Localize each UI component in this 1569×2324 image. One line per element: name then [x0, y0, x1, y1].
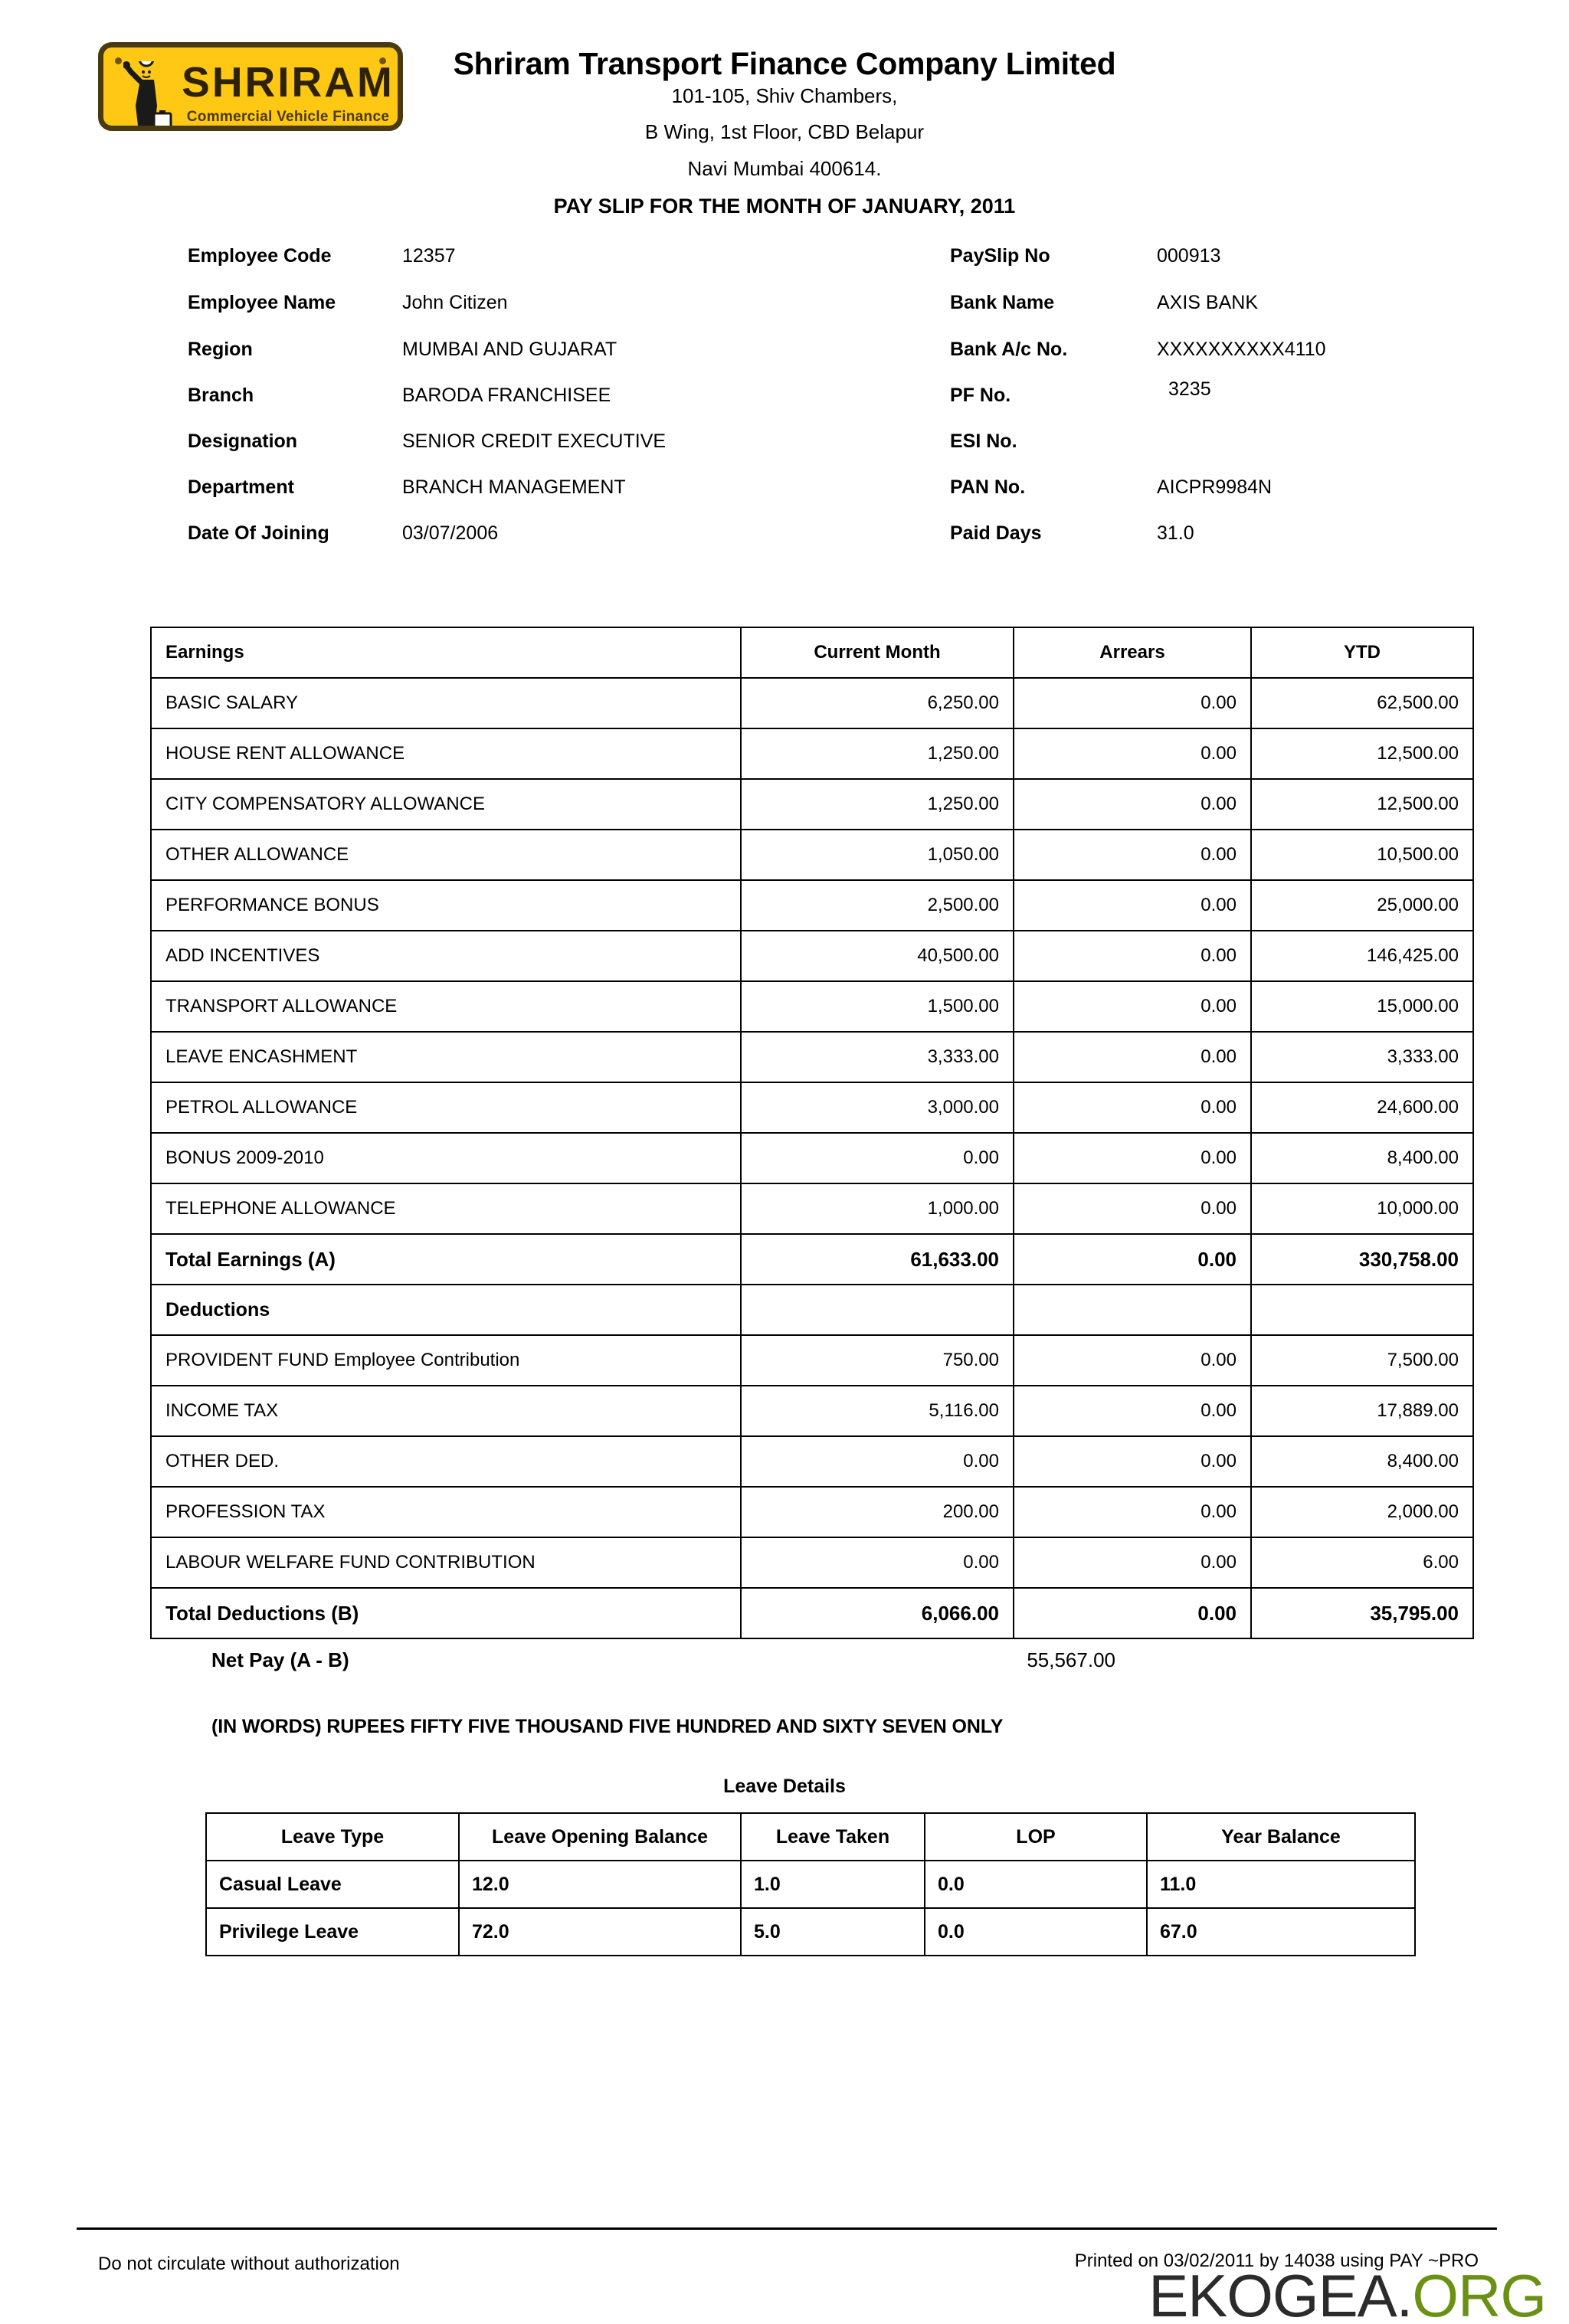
leave-details-table — [205, 1812, 1416, 1956]
deduction-arrears: 0.00 — [1014, 1487, 1251, 1537]
deduction-ytd: 8,400.00 — [1251, 1436, 1473, 1487]
rivet-left-icon — [115, 57, 122, 64]
earning-current: 1,250.00 — [741, 728, 1014, 779]
earnings-deductions-table — [150, 627, 1474, 1639]
earning-desc: BONUS 2009-2010 — [151, 1133, 741, 1183]
deduction-current: 0.00 — [741, 1436, 1014, 1487]
earning-desc: PETROL ALLOWANCE — [151, 1082, 741, 1133]
earning-arrears: 0.00 — [1014, 779, 1251, 830]
earning-desc: OTHER ALLOWANCE — [151, 830, 741, 880]
earning-current: 1,500.00 — [741, 981, 1014, 1032]
total-earnings-arrears: 0.00 — [1014, 1234, 1251, 1285]
column-header-current-month: Current Month — [741, 627, 1014, 678]
branch-value: BARODA FRANCHISEE — [402, 385, 611, 406]
table-row — [151, 880, 1473, 931]
leave-taken: 5.0 — [741, 1908, 925, 1956]
payslip-title: PAY SLIP FOR THE MONTH OF JANUARY, 2011 — [553, 195, 1016, 218]
column-header-lop: LOP — [925, 1813, 1147, 1861]
earning-arrears: 0.00 — [1014, 728, 1251, 779]
employee-name-value: John Citizen — [402, 292, 508, 313]
watermark-tld: ORG — [1412, 2262, 1546, 2324]
total-deductions-ytd: 35,795.00 — [1251, 1588, 1473, 1638]
earning-arrears: 0.00 — [1014, 1183, 1251, 1234]
deduction-current: 200.00 — [741, 1487, 1014, 1537]
earning-ytd: 146,425.00 — [1251, 931, 1473, 981]
table-row — [151, 779, 1473, 830]
bank-account-no-value: XXXXXXXXXX4110 — [1157, 339, 1326, 360]
deduction-arrears: 0.00 — [1014, 1335, 1251, 1386]
total-deductions-row — [151, 1588, 1473, 1638]
earning-ytd: 8,400.00 — [1251, 1133, 1473, 1183]
column-header-ytd: YTD — [1251, 627, 1473, 678]
logo-person-icon — [123, 61, 174, 131]
designation-label: Designation — [188, 430, 298, 452]
paid-days-value: 31.0 — [1157, 522, 1194, 544]
earning-arrears: 0.00 — [1014, 981, 1251, 1032]
watermark-name: EKOGEA. — [1148, 2262, 1413, 2324]
deduction-arrears: 0.00 — [1014, 1436, 1251, 1487]
column-header-year-balance: Year Balance — [1147, 1813, 1415, 1861]
deduction-arrears: 0.00 — [1014, 1386, 1251, 1436]
employee-code-value: 12357 — [402, 245, 456, 267]
leave-lop: 0.0 — [925, 1908, 1147, 1956]
earning-desc: PERFORMANCE BONUS — [151, 880, 741, 931]
leave-opening-balance: 72.0 — [459, 1908, 741, 1956]
deduction-desc: PROFESSION TAX — [151, 1487, 741, 1537]
earning-arrears: 0.00 — [1014, 1082, 1251, 1133]
deduction-ytd: 2,000.00 — [1251, 1487, 1473, 1537]
earning-desc: BASIC SALARY — [151, 678, 741, 728]
payslip-no-value: 000913 — [1157, 245, 1221, 267]
table-row — [151, 678, 1473, 728]
table-row — [151, 931, 1473, 981]
earning-ytd: 10,500.00 — [1251, 830, 1473, 880]
total-earnings-current: 61,633.00 — [741, 1234, 1014, 1285]
net-pay-in-words: (IN WORDS) RUPEES FIFTY FIVE THOUSAND FIVE HUNDRED AND SIXTY SEVEN ONLY — [211, 1716, 1004, 1737]
leave-details-caption: Leave Details — [723, 1776, 846, 1797]
employee-code-label: Employee Code — [188, 245, 332, 267]
company-address-line-2: B Wing, 1st Floor, CBD Belapur — [644, 120, 925, 143]
bank-name-value: AXIS BANK — [1157, 292, 1258, 313]
earning-ytd: 12,500.00 — [1251, 779, 1473, 830]
deduction-ytd: 6.00 — [1251, 1537, 1473, 1588]
table-row — [151, 1133, 1473, 1183]
earning-ytd: 10,000.00 — [1251, 1183, 1473, 1234]
earning-current: 3,333.00 — [741, 1032, 1014, 1082]
employee-name-label: Employee Name — [188, 292, 336, 313]
table-row — [151, 830, 1473, 880]
department-value: BRANCH MANAGEMENT — [402, 476, 626, 498]
company-name: Shriram Transport Finance Company Limited — [453, 46, 1116, 81]
earning-arrears: 0.00 — [1014, 1133, 1251, 1183]
deduction-desc: OTHER DED. — [151, 1436, 741, 1487]
deductions-section-blank-current — [741, 1285, 1014, 1335]
earning-arrears: 0.00 — [1014, 1032, 1251, 1082]
net-pay-value: 55,567.00 — [1027, 1648, 1115, 1671]
deduction-ytd: 7,500.00 — [1251, 1335, 1473, 1386]
company-address-line-1: 101-105, Shiv Chambers, — [671, 84, 898, 107]
deduction-current: 750.00 — [741, 1335, 1014, 1386]
earning-ytd: 15,000.00 — [1251, 981, 1473, 1032]
earning-arrears: 0.00 — [1014, 678, 1251, 728]
paid-days-label: Paid Days — [950, 522, 1042, 544]
total-earnings-row — [151, 1234, 1473, 1285]
total-deductions-label: Total Deductions (B) — [151, 1588, 741, 1638]
branch-label: Branch — [188, 385, 254, 406]
esi-no-label: ESI No. — [950, 430, 1017, 452]
deductions-section-blank-ytd — [1251, 1285, 1473, 1335]
logo-wordmark: SHRIRAM — [182, 58, 395, 106]
leave-type: Casual Leave — [206, 1861, 459, 1908]
table-row — [151, 728, 1473, 779]
department-label: Department — [188, 476, 294, 498]
earning-current: 1,000.00 — [741, 1183, 1014, 1234]
designation-value: SENIOR CREDIT EXECUTIVE — [402, 430, 667, 452]
footer-divider — [77, 2227, 1497, 2230]
table-row — [206, 1908, 1415, 1956]
deduction-ytd: 17,889.00 — [1251, 1386, 1473, 1436]
employee-details-section — [0, 245, 1569, 567]
leave-lop: 0.0 — [925, 1861, 1147, 1908]
table-row — [151, 1082, 1473, 1133]
table-row — [151, 1335, 1473, 1386]
earning-desc: TELEPHONE ALLOWANCE — [151, 1183, 741, 1234]
column-header-leave-taken: Leave Taken — [741, 1813, 925, 1861]
earning-desc: TRANSPORT ALLOWANCE — [151, 981, 741, 1032]
earning-current: 3,000.00 — [741, 1082, 1014, 1133]
table-row — [151, 1032, 1473, 1082]
earning-current: 1,250.00 — [741, 779, 1014, 830]
pf-no-value: 3235 — [1168, 378, 1211, 400]
earning-current: 2,500.00 — [741, 880, 1014, 931]
leave-opening-balance: 12.0 — [459, 1861, 741, 1908]
date-of-joining-value: 03/07/2006 — [402, 522, 499, 544]
table-row — [206, 1861, 1415, 1908]
date-of-joining-label: Date Of Joining — [188, 522, 329, 544]
column-header-earnings: Earnings — [151, 627, 741, 678]
earning-ytd: 25,000.00 — [1251, 880, 1473, 931]
earning-desc: LEAVE ENCASHMENT — [151, 1032, 741, 1082]
table-row — [151, 1436, 1473, 1487]
leave-type: Privilege Leave — [206, 1908, 459, 1956]
deduction-desc: PROVIDENT FUND Employee Contribution — [151, 1335, 741, 1386]
footer-print-info: Printed on 03/02/2011 by 14038 using PAY ~PRO — [1074, 2250, 1479, 2271]
earning-desc: ADD INCENTIVES — [151, 931, 741, 981]
deduction-current: 0.00 — [741, 1537, 1014, 1588]
earning-arrears: 0.00 — [1014, 880, 1251, 931]
region-label: Region — [188, 339, 253, 360]
net-pay-label: Net Pay (A - B) — [211, 1648, 349, 1671]
earning-ytd: 12,500.00 — [1251, 728, 1473, 779]
earning-ytd: 24,600.00 — [1251, 1082, 1473, 1133]
table-row — [151, 1537, 1473, 1588]
ekogea-watermark — [1148, 2261, 1546, 2324]
company-address-line-3: Navi Mumbai 400614. — [687, 157, 882, 180]
earning-arrears: 0.00 — [1014, 830, 1251, 880]
leave-year-balance: 67.0 — [1147, 1908, 1415, 1956]
earning-current: 1,050.00 — [741, 830, 1014, 880]
deduction-arrears: 0.00 — [1014, 1537, 1251, 1588]
table-row — [151, 1386, 1473, 1436]
leave-taken: 1.0 — [741, 1861, 925, 1908]
table-row — [151, 981, 1473, 1032]
column-header-leave-type: Leave Type — [206, 1813, 459, 1861]
footer-disclaimer: Do not circulate without authorization — [98, 2254, 400, 2274]
table-row — [151, 1487, 1473, 1537]
deduction-desc: LABOUR WELFARE FUND CONTRIBUTION — [151, 1537, 741, 1588]
table-header-row — [151, 627, 1473, 678]
total-deductions-arrears: 0.00 — [1014, 1588, 1251, 1638]
pan-no-label: PAN No. — [950, 476, 1026, 498]
deductions-section-header-row — [151, 1285, 1473, 1335]
pf-no-label: PF No. — [950, 385, 1011, 406]
earning-current: 0.00 — [741, 1133, 1014, 1183]
leave-year-balance: 11.0 — [1147, 1861, 1415, 1908]
document-header — [0, 0, 1569, 230]
logo-tagline: Commercial Vehicle Finance — [186, 109, 390, 125]
region-value: MUMBAI AND GUJARAT — [402, 339, 617, 360]
deduction-current: 5,116.00 — [741, 1386, 1014, 1436]
deductions-section-blank-arrears — [1014, 1285, 1251, 1335]
earning-arrears: 0.00 — [1014, 931, 1251, 981]
earning-ytd: 3,333.00 — [1251, 1032, 1473, 1082]
earning-desc: CITY COMPENSATORY ALLOWANCE — [151, 779, 741, 830]
earning-ytd: 62,500.00 — [1251, 678, 1473, 728]
earning-desc: HOUSE RENT ALLOWANCE — [151, 728, 741, 779]
leave-header-row — [206, 1813, 1415, 1861]
deductions-section-label: Deductions — [151, 1285, 741, 1335]
payslip-no-label: PaySlip No — [950, 245, 1050, 267]
total-earnings-label: Total Earnings (A) — [151, 1234, 741, 1285]
pan-no-value: AICPR9984N — [1157, 476, 1273, 498]
total-earnings-ytd: 330,758.00 — [1251, 1234, 1473, 1285]
bank-name-label: Bank Name — [950, 292, 1055, 313]
column-header-leave-opening-balance: Leave Opening Balance — [459, 1813, 741, 1861]
table-row — [151, 1183, 1473, 1234]
net-pay-row — [150, 1648, 1472, 1687]
earning-current: 40,500.00 — [741, 931, 1014, 981]
deduction-desc: INCOME TAX — [151, 1386, 741, 1436]
column-header-arrears: Arrears — [1014, 627, 1251, 678]
earning-current: 6,250.00 — [741, 678, 1014, 728]
total-deductions-current: 6,066.00 — [741, 1588, 1014, 1638]
bank-account-no-label: Bank A/c No. — [950, 339, 1068, 360]
